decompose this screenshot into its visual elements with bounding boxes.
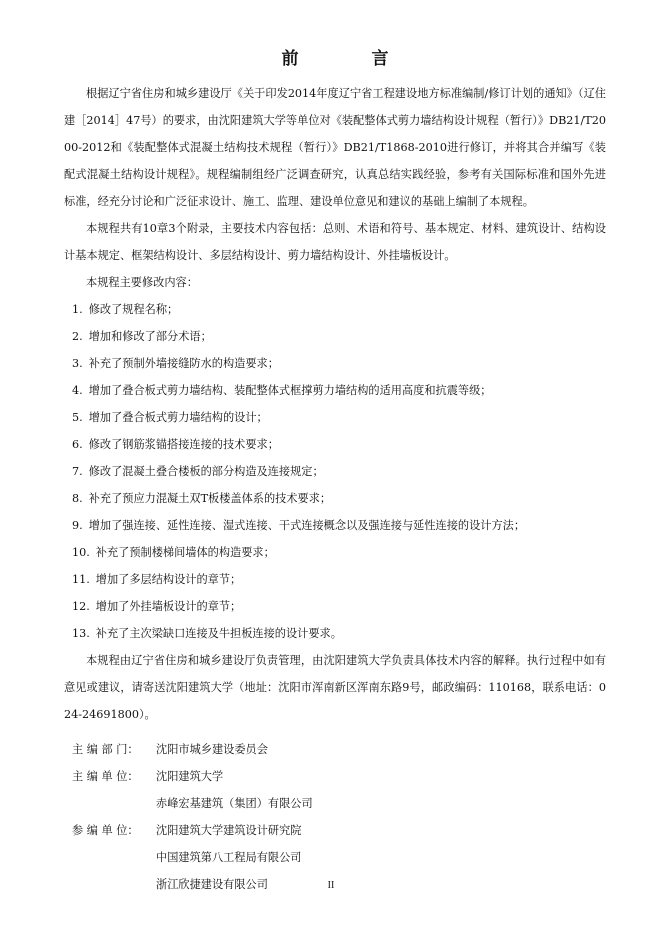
- list-item: [64, 566, 606, 593]
- participant-unit-name: 浙江欣捷建设有限公司: [156, 878, 268, 891]
- editor-units-row: [64, 763, 606, 817]
- list-item-text: 增加了叠合板式剪力墙结构、装配整体式框撑剪力墙结构的适用高度和抗震等级；: [88, 384, 492, 397]
- list-item-number: 11.: [72, 573, 90, 586]
- list-item: [64, 296, 606, 323]
- closing-paragraph: 本规程由辽宁省住房和城乡建设厅负责管理，由沈阳建筑大学负责具体技术内容的解释。执行过程中如有意见或建议，请寄送沈阳建筑大学（地址：沈阳市浑南新区浑南东路9号，邮政编码：110168，联系电话：024-24691800）。: [64, 654, 606, 721]
- list-item-text: 补充了预制楼梯间墙体的构造要求；: [95, 546, 275, 559]
- page-number: II: [327, 880, 335, 891]
- list-item-text: 补充了预制外墙接缝防水的构造要求；: [88, 357, 279, 370]
- list-item-text: 修改了钢筋浆锚搭接连接的技术要求；: [88, 438, 279, 451]
- list-item-number: 3.: [72, 357, 83, 370]
- preface-page: [64, 48, 606, 898]
- changes-heading: 本规程主要修改内容：: [86, 276, 198, 289]
- editor-dept-row: [64, 736, 606, 763]
- editor-units-label: 主 编 单 位：: [72, 770, 139, 783]
- changes-list: [64, 296, 606, 647]
- list-item-number: 12.: [72, 600, 90, 613]
- list-item-number: 9.: [72, 519, 83, 532]
- editor-dept-name: 沈阳市城乡建设委员会: [156, 743, 268, 756]
- list-item: [64, 620, 606, 647]
- list-item-text: 增加了强连接、延性连接、湿式连接、干式连接概念以及强连接与延性连接的设计方法；: [88, 519, 526, 532]
- list-item-text: 补充了主次梁缺口连接及牛担板连接的设计要求。: [95, 627, 342, 640]
- list-item: [64, 485, 606, 512]
- list-item: [64, 431, 606, 458]
- list-item: [64, 323, 606, 350]
- participant-unit-name: 沈阳建筑大学建筑设计研究院: [156, 824, 302, 837]
- list-item-text: 增加了叠合板式剪力墙结构的设计；: [88, 411, 268, 424]
- editor-dept-label: 主 编 部 门：: [72, 743, 139, 756]
- page-title: 前 言: [281, 49, 417, 69]
- list-item: [64, 458, 606, 485]
- participant-unit-name: 中国建筑第八工程局有限公司: [156, 851, 302, 864]
- list-item-number: 6.: [72, 438, 83, 451]
- list-item-number: 5.: [72, 411, 83, 424]
- intro-paragraph: 根据辽宁省住房和城乡建设厅《关于印发2014年度辽宁省工程建设地方标准编制/修订计划的通知》（辽住建［2014］47号）的要求，由沈阳建筑大学等单位对《装配整体式剪力墙结构设计规程（暂行）》DB21/T2000-2012和《装配整体式混凝土结构技术规程（暂行）》DB21/T1868-2010进行修订，并将其合并编写《装配式混凝土结构设计规程》。规程编制组经广泛调查研究，认真总结实践经验，参考有关国际标准和国外先进标准，经充分讨论和广泛征求设计、施工、监理、建设单位意见和建议的基础上编制了本规程。: [64, 87, 606, 208]
- list-item-number: 7.: [72, 465, 83, 478]
- list-item-text: 修改了混凝土叠合楼板的部分构造及连接规定；: [88, 465, 324, 478]
- list-item-text: 增加了外挂墙板设计的章节；: [95, 600, 242, 613]
- list-item-text: 增加和修改了部分术语；: [88, 330, 212, 343]
- list-item: [64, 350, 606, 377]
- list-item: [64, 539, 606, 566]
- participant-units-label: 参 编 单 位：: [72, 824, 139, 837]
- list-item-number: 2.: [72, 330, 83, 343]
- list-item-number: 13.: [72, 627, 90, 640]
- list-item-text: 补充了预应力混凝土双T板楼盖体系的技术要求；: [88, 492, 332, 505]
- contents-paragraph: 本规程共有10章3个附录，主要技术内容包括：总则、术语和符号、基本规定、材料、建筑设计、结构设计基本规定、框架结构设计、多层结构设计、剪力墙结构设计、外挂墙板设计。: [64, 222, 606, 262]
- list-item-number: 8.: [72, 492, 83, 505]
- list-item: [64, 404, 606, 431]
- editor-unit-name: 赤峰宏基建筑（集团）有限公司: [156, 797, 313, 810]
- list-item-text: 增加了多层结构设计的章节；: [95, 573, 242, 586]
- organizations-block: [64, 736, 606, 898]
- list-item-number: 1.: [72, 303, 83, 316]
- list-item-number: 10.: [72, 546, 90, 559]
- list-item: [64, 377, 606, 404]
- list-item: [64, 593, 606, 620]
- list-item-number: 4.: [72, 384, 83, 397]
- editor-unit-name: 沈阳建筑大学: [156, 770, 224, 783]
- list-item-text: 修改了规程名称；: [88, 303, 179, 316]
- list-item: [64, 512, 606, 539]
